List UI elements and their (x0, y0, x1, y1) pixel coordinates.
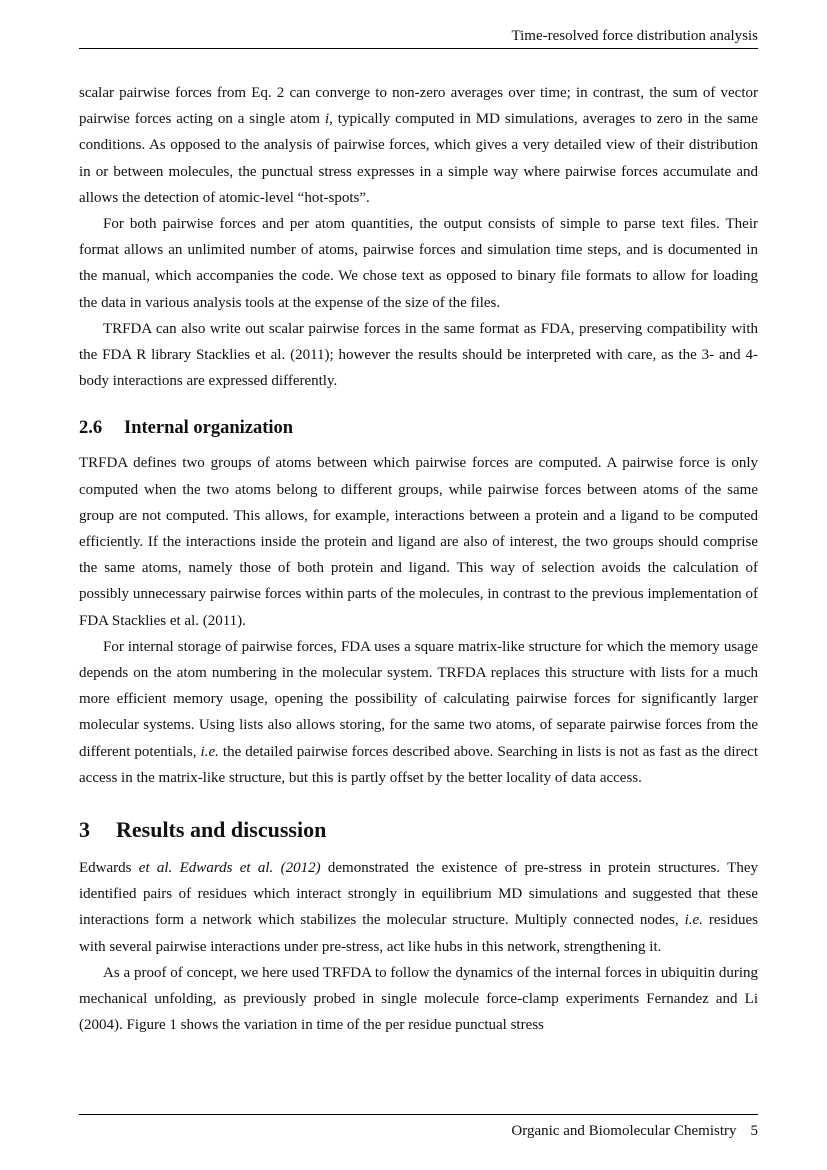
journal-name: Organic and Biomolecular Chemistry (511, 1123, 737, 1139)
paragraph-atom-groups: TRFDA defines two groups of atoms between which pairwise forces are computed. A pairwise force is only computed when the two atoms belong to different groups, while pairwise forces between atoms of the same group are not computed. This allows, for example, interactions between a protein and a ligand to be computed efficiently. If the interactions inside the protein and ligand are also of interest, the two groups should comprise the same atoms, namely those of both protein and ligand. This way of selection avoids the calculation of possibly unnecessary pairwise forces within parts of the molecules, in contrast to the previous implementation of FDA Stacklies et al. (2011). (79, 455, 758, 629)
paragraph-output-format: For both pairwise forces and per atom quantities, the output consists of simple to parse text files. Their format allows an unlimited number of atoms, pairwise forces and simulation time steps, and is documented in the manual, which accompanies the code. We chose text as opposed to binary file formats to allow for loading the data in various analysis tools at the expense of the size of the files. (79, 216, 758, 311)
page-number: 5 (750, 1123, 758, 1139)
section-heading-2-6 (79, 416, 758, 440)
italic-ie: i.e. (200, 743, 219, 760)
running-header-title: Time-resolved force distribution analysis (511, 28, 758, 44)
paragraph-text: , typically computed in MD simulations, averages to zero in the same conditions. As opposed to the analysis of pairwise forces, which gives a very detailed view of their distribution in or between molecules, the punctual stress expresses in a simple way where pairwise forces accumulate and allows the detection of atomic-level “hot-spots”. (79, 111, 759, 206)
paragraph-text: the detailed pairwise forces described above. Searching in lists is not as fast as the direct access in the matrix-like structure, but this is partly offset by the better locality of data access. (79, 743, 758, 786)
paragraph-proof-of-concept: As a proof of concept, we here used TRFDA to follow the dynamics of the internal forces in ubiquitin during mechanical unfolding, as previously probed in single molecule force-clamp experiments Fernandez and Li (2004). Figure 1 shows the variation in time of the per residue punctual stress (79, 964, 758, 1034)
paragraph-prestress (79, 855, 758, 960)
section-title: Internal organization (124, 418, 294, 439)
paragraph-internal-storage (79, 634, 758, 791)
paragraph-text: residues with several pairwise interactions under pre-stress, act like hubs in this network, strengthening it. (79, 912, 759, 955)
italic-ie: i.e. (684, 912, 703, 929)
paragraph-text: Edwards (79, 860, 139, 877)
paragraph-compatibility: TRFDA can also write out scalar pairwise forces in the same format as FDA, preserving compatibility with the FDA R library Stacklies et al. (2011); however the results should be interpreted with care, as the 3- and 4-body interactions are expressed differently. (79, 320, 758, 390)
citation-italic: et al. Edwards et al. (2012) (138, 860, 321, 877)
running-header (79, 26, 758, 49)
paragraph-text: For internal storage of pairwise forces, FDA uses a square matrix-like structure for which the memory usage depends on the atom numbering in the molecular system. TRFDA replaces this structure with lists for a much more efficient memory usage, opening the possibility of calculating pairwise forces for significantly larger molecular systems. Using lists also allows storing, for the same two atoms, of separate pairwise forces from the different potentials, (79, 638, 758, 760)
paragraph-continued (79, 80, 758, 211)
section-number: 2.6 (79, 418, 103, 439)
section-number: 3 (79, 817, 90, 843)
paragraph-text: demonstrated the existence of pre-stress in protein structures. They identified pairs of residues which interact strongly in equilibrium MD simulations and suggested that these interactions form a network which stabilizes the molecular structure. Multiply connected nodes, (79, 860, 758, 929)
section-title: Results and discussion (116, 817, 327, 843)
running-footer (79, 1114, 758, 1141)
section-heading-3 (79, 815, 758, 845)
paragraph-text: scalar pairwise forces from Eq. 2 can converge to non-zero averages over time; in contrast, the sum of vector pairwise forces acting on a single atom (79, 85, 758, 128)
math-symbol-i: i (324, 111, 330, 128)
page-content (79, 80, 758, 1039)
